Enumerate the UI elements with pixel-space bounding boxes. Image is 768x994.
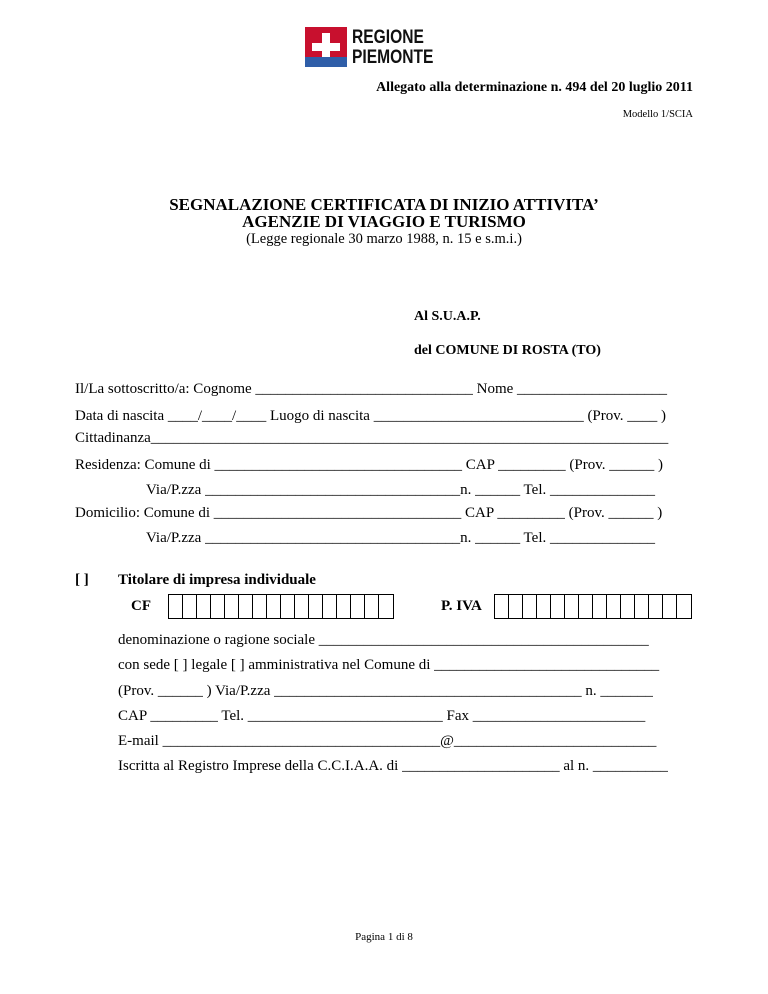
- birth-field-row[interactable]: Data di nascita ____/____/____ Luogo di nascita ____________________________ (Prov. ____ ): [75, 408, 667, 424]
- recipient-suap: Al S.U.A.P.: [414, 309, 481, 324]
- logo-text-piemonte: PIEMONTE: [352, 47, 434, 68]
- company-name-row[interactable]: denominazione o ragione sociale ____________________________________________: [118, 632, 649, 648]
- piva-label: P. IVA: [441, 598, 482, 614]
- domicile-comune-row[interactable]: Domicilio: Comune di _________________________________ CAP _________ (Prov. ______ ): [75, 505, 663, 521]
- document-title: SEGNALAZIONE CERTIFICATA DI INIZIO ATTIVITA’: [169, 195, 599, 214]
- company-contact-row[interactable]: CAP _________ Tel. __________________________ Fax _______________________: [118, 708, 646, 724]
- domicile-address-row[interactable]: Via/P.zza __________________________________n. ______ Tel. ______________: [146, 530, 655, 546]
- company-registry-row[interactable]: Iscritta al Registro Imprese della C.C.I.A.A. di _____________________ al n. __________: [118, 758, 668, 774]
- allegato-reference: Allegato alla determinazione n. 494 del 20 luglio 2011: [376, 80, 693, 95]
- company-seat-row[interactable]: con sede [ ] legale [ ] amministrativa nel Comune di ______________________________: [118, 657, 660, 673]
- sole-proprietor-heading: Titolare di impresa individuale: [118, 572, 316, 588]
- piva-input-boxes[interactable]: [494, 594, 692, 619]
- sole-proprietor-checkbox[interactable]: [ ]: [75, 572, 89, 588]
- name-field-row[interactable]: Il/La sottoscritto/a: Cognome _____________________________ Nome ____________________: [75, 381, 668, 397]
- citizenship-field-row[interactable]: Cittadinanza_____________________________________________________________________: [75, 430, 669, 446]
- cf-label: CF: [131, 598, 151, 614]
- logo-text-regione: REGIONE: [352, 27, 424, 48]
- company-email-row[interactable]: E-mail _____________________________________@___________________________: [118, 733, 657, 749]
- company-address-row[interactable]: (Prov. ______ ) Via/P.zza _________________________________________ n. _______: [118, 683, 653, 699]
- document-subject: AGENZIE DI VIAGGIO E TURISMO: [242, 212, 526, 231]
- legal-reference: (Legge regionale 30 marzo 1988, n. 15 e s.m.i.): [246, 231, 522, 247]
- recipient-comune: del COMUNE DI ROSTA (TO): [414, 343, 601, 358]
- page-number: Pagina 1 di 8: [355, 931, 413, 943]
- modello-code: Modello 1/SCIA: [622, 109, 693, 120]
- residence-comune-row[interactable]: Residenza: Comune di _________________________________ CAP _________ (Prov. ______ ): [75, 457, 664, 473]
- regione-piemonte-logo: [305, 27, 470, 67]
- residence-address-row[interactable]: Via/P.zza __________________________________n. ______ Tel. ______________: [146, 482, 655, 498]
- piemonte-coat-of-arms-icon: [305, 27, 347, 67]
- cf-input-boxes[interactable]: [168, 594, 394, 619]
